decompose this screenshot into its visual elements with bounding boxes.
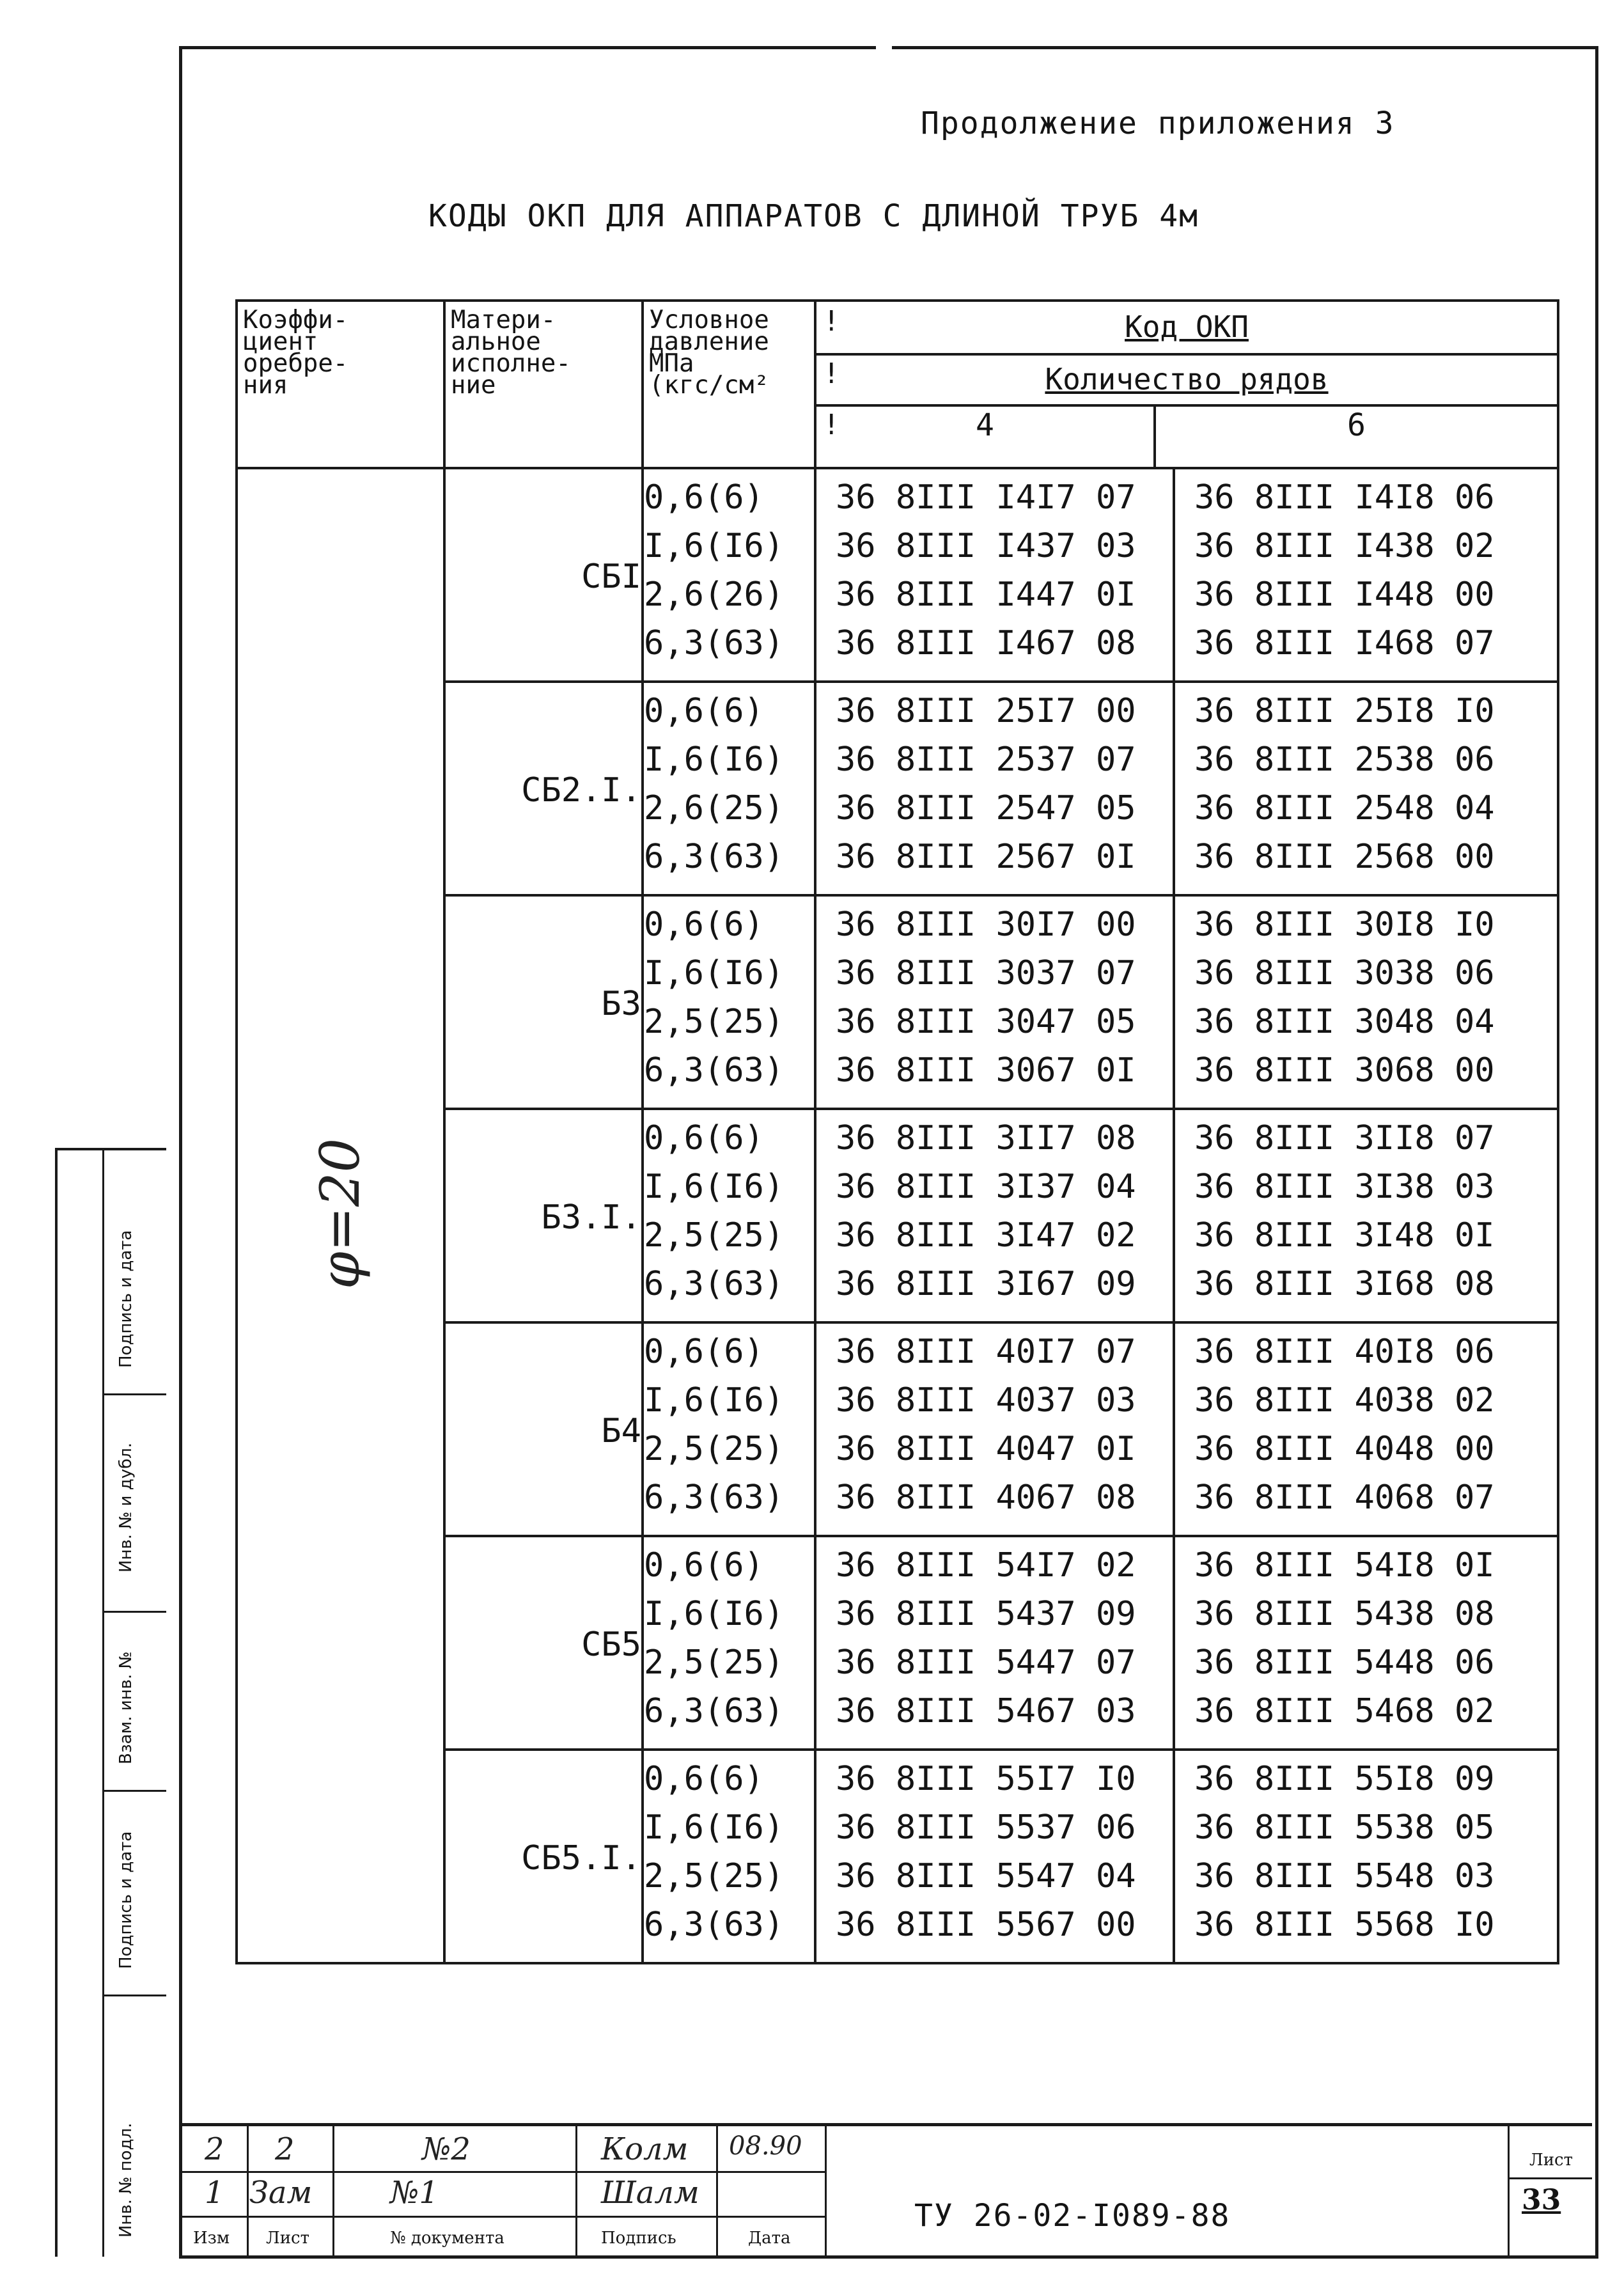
material-cell: СБ5	[444, 1536, 643, 1750]
pressure-value: 2,6(26)	[644, 576, 785, 614]
pressure-value: 6,3(63)	[644, 1051, 785, 1090]
okp-code-6: 36 8III 5568 I0	[1194, 1906, 1495, 1944]
header-bang-1: !	[823, 305, 840, 338]
stamp-vline-2	[332, 2126, 334, 2259]
code-cell	[815, 1750, 1558, 1963]
okp-code-6: 36 8III 54I8 0I	[1194, 1546, 1495, 1585]
stamp-date-1: 08.90	[729, 2131, 802, 2161]
material-cell: Б4	[444, 1322, 643, 1536]
okp-code-6: 36 8III 2548 04	[1194, 789, 1495, 827]
side-sep-3	[102, 1790, 166, 1792]
okp-code-4: 36 8III 3037 07	[836, 954, 1136, 992]
material-cell: СБI	[444, 468, 643, 682]
header-rule-2	[816, 404, 1559, 407]
okp-code-6: 36 8III 5448 06	[1194, 1643, 1495, 1682]
okp-code-4: 36 8III I467 08	[836, 624, 1136, 662]
okp-code-6: 36 8III I4I8 06	[1194, 478, 1495, 517]
header-rows-6: 6	[1347, 407, 1366, 443]
okp-code-4: 36 8III 25I7 00	[836, 692, 1136, 730]
pressure-value: I,6(I6)	[644, 1808, 785, 1847]
header-rows-text: Количество рядов	[1045, 362, 1329, 396]
stamp-list-1: 2	[275, 2131, 295, 2167]
stamp-sign-1: Колм	[601, 2131, 689, 2167]
header-rows-label	[816, 357, 1557, 396]
pressure-value: 6,3(63)	[644, 1692, 785, 1730]
okp-code-4: 36 8III 5437 09	[836, 1595, 1136, 1633]
okp-code-6: 36 8III I438 02	[1194, 527, 1495, 565]
okp-code-4: 36 8III 5467 03	[836, 1692, 1136, 1730]
okp-code-4: 36 8III 4067 08	[836, 1478, 1136, 1517]
okp-code-6: 36 8III 3068 00	[1194, 1051, 1495, 1090]
header-bang-2: !	[823, 357, 840, 390]
pressure-value: 6,3(63)	[644, 1478, 785, 1517]
okp-code-4: 36 8III 2567 0I	[836, 838, 1136, 876]
okp-code-4: 36 8III 5447 07	[836, 1643, 1136, 1682]
okp-code-4: 36 8III 4037 03	[836, 1381, 1136, 1420]
material-cell: Б3	[444, 895, 643, 1109]
pressure-value: I,6(I6)	[644, 1381, 785, 1420]
codes-6-rows	[1175, 900, 1495, 1108]
pressure-value: 0,6(6)	[644, 1760, 764, 1798]
header-rows-4: 4	[976, 407, 994, 443]
header-code-text: Код ОКП	[1125, 310, 1249, 344]
pressure-cell	[643, 682, 815, 895]
codes-4-rows	[816, 1110, 1175, 1321]
pressure-value: 0,6(6)	[644, 1333, 764, 1371]
code-cell	[815, 1322, 1558, 1536]
okp-code-4: 36 8III 5537 06	[836, 1808, 1136, 1847]
codes-4-rows	[816, 1324, 1175, 1535]
side-label-signature-2: Подпись и дата	[116, 1831, 136, 1969]
okp-code-4: 36 8III 30I7 00	[836, 905, 1136, 944]
stamp-vline-1	[247, 2126, 249, 2259]
stamp-izm-2: 1	[205, 2175, 224, 2211]
code-cell	[815, 468, 1558, 682]
sheet-label: Лист	[1529, 2151, 1573, 2170]
pressure-value: I,6(I6)	[644, 1168, 785, 1206]
stamp-doc-1: №2	[422, 2131, 471, 2167]
okp-code-4: 36 8III 2537 07	[836, 741, 1136, 779]
pressure-value: 2,5(25)	[644, 1003, 785, 1041]
stamp-label-list: Лист	[266, 2229, 309, 2248]
okp-code-6: 36 8III 40I8 06	[1194, 1333, 1495, 1371]
okp-code-6: 36 8III I448 00	[1194, 576, 1495, 614]
pressure-value: 6,3(63)	[644, 838, 785, 876]
codes-6-rows	[1175, 1328, 1495, 1535]
codes-6-rows	[1175, 473, 1495, 680]
okp-code-4: 36 8III 5567 00	[836, 1906, 1136, 1944]
okp-code-6: 36 8III 5538 05	[1194, 1808, 1495, 1847]
material-cell: Б3.I.	[444, 1109, 643, 1322]
okp-code-6: 36 8III 3038 06	[1194, 954, 1495, 992]
pressure-value: 2,6(25)	[644, 789, 785, 827]
stamp-sign-2: Шалм	[601, 2175, 699, 2211]
pressure-value: 6,3(63)	[644, 1265, 785, 1303]
pressure-value: 2,5(25)	[644, 1643, 785, 1682]
okp-code-6: 36 8III 5548 03	[1194, 1857, 1495, 1895]
pressure-value: 0,6(6)	[644, 692, 764, 730]
okp-code-6: 36 8III 3II8 07	[1194, 1119, 1495, 1157]
pressure-value: 0,6(6)	[644, 478, 764, 517]
codes-6-rows	[1175, 1114, 1495, 1321]
stamp-izm-1: 2	[205, 2131, 224, 2167]
okp-code-6: 36 8III 5438 08	[1194, 1595, 1495, 1633]
okp-code-4: 36 8III I447 0I	[836, 576, 1136, 614]
codes-6-rows	[1175, 687, 1495, 894]
title-block	[179, 2123, 1592, 2259]
stamp-hline-1	[179, 2171, 825, 2173]
okp-code-6: 36 8III 25I8 I0	[1194, 692, 1495, 730]
pressure-cell	[643, 1109, 815, 1322]
okp-code-6: 36 8III I468 07	[1194, 624, 1495, 662]
material-cell: СБ5.I.	[444, 1750, 643, 1963]
header-pressure-text: Условное давление МПа (кгс/см²	[649, 306, 769, 400]
side-sep-2	[102, 1611, 166, 1613]
pressure-value: 6,3(63)	[644, 1906, 785, 1944]
header-rule-1	[816, 353, 1559, 356]
okp-code-6: 36 8III 2538 06	[1194, 741, 1495, 779]
pressure-value: 0,6(6)	[644, 1546, 764, 1585]
header-bang-3: !	[823, 409, 840, 441]
stamp-doc-2: №1	[390, 2175, 439, 2211]
okp-code-4: 36 8III 3II7 08	[836, 1119, 1136, 1157]
header-okp-code	[815, 301, 1558, 468]
pressure-cell	[643, 1750, 815, 1963]
stamp-label-doc: № документа	[390, 2229, 504, 2248]
side-sep-4	[102, 1995, 166, 1996]
okp-code-4: 36 8III 55I7 I0	[836, 1760, 1136, 1798]
codes-4-rows	[816, 897, 1175, 1108]
pressure-cell	[643, 1322, 815, 1536]
stamp-vline-4	[716, 2126, 718, 2259]
okp-code-4: 36 8III 2547 05	[836, 789, 1136, 827]
stamp-label-sign: Подпись	[601, 2229, 676, 2248]
okp-code-4: 36 8III 4047 0I	[836, 1430, 1136, 1468]
left-side-stamp	[55, 1148, 166, 2257]
codes-4-rows	[816, 683, 1175, 894]
sheet-number: 33	[1522, 2184, 1561, 2216]
okp-code-4: 36 8III 3067 0I	[836, 1051, 1136, 1090]
header-material	[444, 301, 643, 468]
stamp-vline-3	[575, 2126, 577, 2259]
pressure-value: 2,5(25)	[644, 1216, 785, 1255]
codes-6-rows	[1175, 1755, 1495, 1962]
okp-codes-table	[235, 299, 1559, 1964]
pressure-value: 2,5(25)	[644, 1430, 785, 1468]
header-material-text: Матери- альное исполне- ние	[451, 306, 571, 400]
pressure-value: I,6(I6)	[644, 1595, 785, 1633]
stamp-list-2: Зам	[249, 2175, 313, 2211]
okp-code-4: 36 8III 54I7 02	[836, 1546, 1136, 1585]
header-coefficient-text: Коэффи- циент оребре- ния	[243, 306, 348, 400]
coefficient-cell	[237, 468, 444, 1963]
okp-code-6: 36 8III 2568 00	[1194, 838, 1495, 876]
okp-code-4: 36 8III 3I37 04	[836, 1168, 1136, 1206]
stamp-label-izm: Изм	[193, 2229, 230, 2248]
okp-code-4: 36 8III 5547 04	[836, 1857, 1136, 1895]
pressure-value: 6,3(63)	[644, 624, 785, 662]
side-label-vzam: Взам. инв. №	[116, 1651, 136, 1764]
okp-code-6: 36 8III 55I8 09	[1194, 1760, 1495, 1798]
side-label-inv: Инв. № подл.	[116, 2122, 136, 2238]
okp-code-6: 36 8III 3I38 03	[1194, 1168, 1495, 1206]
document-title: КОДЫ ОКП ДЛЯ АППАРАТОВ С ДЛИНОЙ ТРУБ 4м	[428, 198, 1199, 234]
okp-code-6: 36 8III 3I48 0I	[1194, 1216, 1495, 1255]
document-code: ТУ 26-02-I089-88	[914, 2198, 1231, 2234]
codes-6-rows	[1175, 1541, 1495, 1748]
pressure-value: 2,5(25)	[644, 1857, 785, 1895]
side-label-signature-1: Подпись и дата	[116, 1230, 136, 1368]
okp-code-4: 36 8III I437 03	[836, 527, 1136, 565]
pressure-value: I,6(I6)	[644, 741, 785, 779]
code-cell	[815, 682, 1558, 895]
okp-code-6: 36 8III 3I68 08	[1194, 1265, 1495, 1303]
header-code-label	[816, 305, 1557, 344]
codes-4-rows	[816, 469, 1175, 680]
okp-code-6: 36 8III 30I8 I0	[1194, 905, 1495, 944]
stamp-label-date: Дата	[748, 2229, 791, 2248]
okp-code-4: 36 8III 3I47 02	[836, 1216, 1136, 1255]
code-cell	[815, 895, 1558, 1109]
pressure-value: I,6(I6)	[644, 527, 785, 565]
pressure-cell	[643, 468, 815, 682]
pressure-value: I,6(I6)	[644, 954, 785, 992]
codes-4-rows	[816, 1751, 1175, 1962]
okp-code-4: 36 8III 3047 05	[836, 1003, 1136, 1041]
pressure-value: 0,6(6)	[644, 905, 764, 944]
okp-code-4: 36 8III 3I67 09	[836, 1265, 1136, 1303]
side-sep-1	[102, 1393, 166, 1395]
header-pressure	[643, 301, 815, 468]
pressure-cell	[643, 1536, 815, 1750]
stamp-hline-2	[179, 2216, 825, 2218]
coefficient-value: φ=20	[309, 1138, 372, 1290]
okp-code-6: 36 8III 5468 02	[1194, 1692, 1495, 1730]
stamp-sheet-line	[1508, 2177, 1592, 2179]
pressure-cell	[643, 895, 815, 1109]
code-cell	[815, 1109, 1558, 1322]
okp-code-4: 36 8III I4I7 07	[836, 478, 1136, 517]
okp-code-6: 36 8III 3048 04	[1194, 1003, 1495, 1041]
stamp-vline-6	[1508, 2126, 1510, 2259]
pressure-value: 0,6(6)	[644, 1119, 764, 1157]
okp-code-6: 36 8III 4068 07	[1194, 1478, 1495, 1517]
okp-code-6: 36 8III 4038 02	[1194, 1381, 1495, 1420]
material-cell: СБ2.I.	[444, 682, 643, 895]
okp-code-6: 36 8III 4048 00	[1194, 1430, 1495, 1468]
appendix-heading: Продолжение приложения 3	[921, 106, 1395, 141]
header-coefficient	[237, 301, 444, 468]
table-row	[237, 468, 1558, 682]
side-label-dubl: Инв. № и дубл.	[116, 1442, 136, 1572]
stamp-vline-5	[825, 2126, 827, 2259]
code-cell	[815, 1536, 1558, 1750]
okp-code-4: 36 8III 40I7 07	[836, 1333, 1136, 1371]
codes-4-rows	[816, 1537, 1175, 1748]
